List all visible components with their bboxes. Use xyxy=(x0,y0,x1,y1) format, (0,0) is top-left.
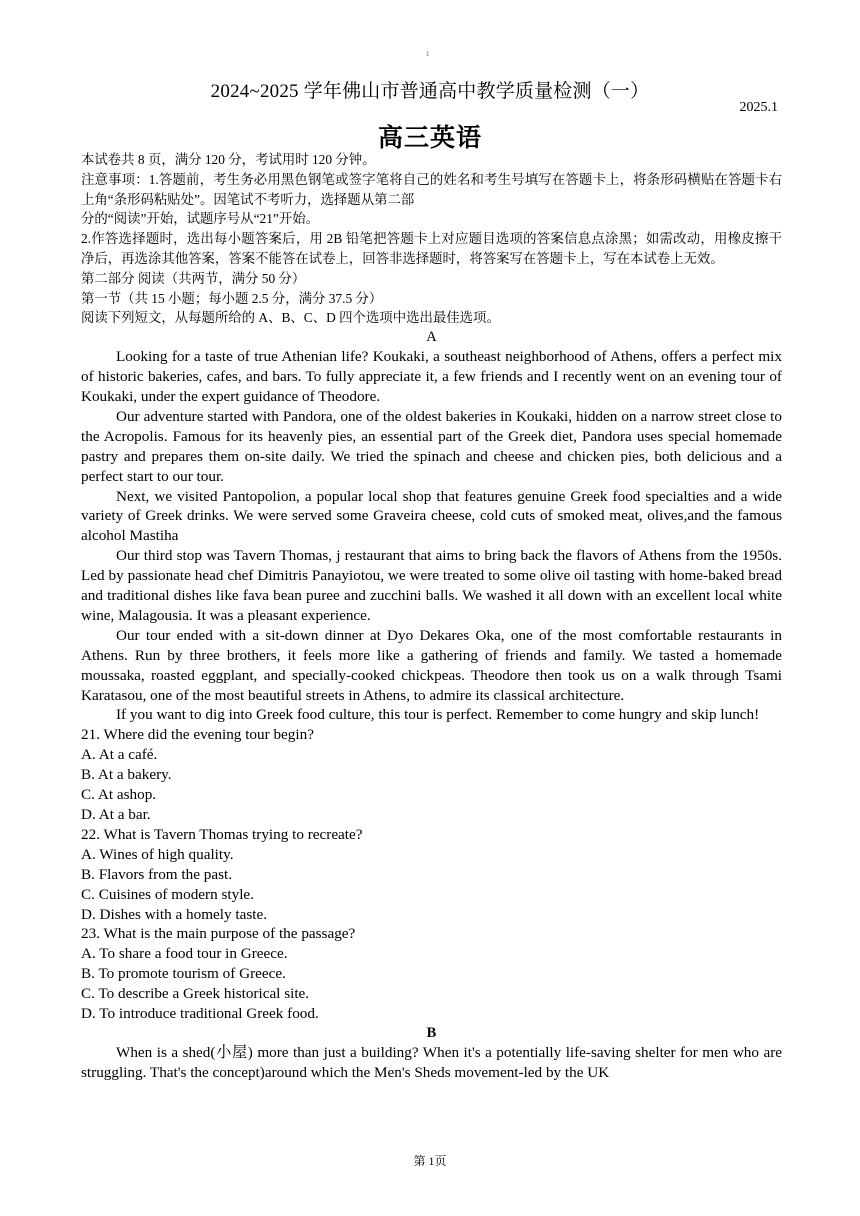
reading-directions: 阅读下列短文，从每题所给的 A、B、C、D 四个选项中选出最佳选项。 xyxy=(81,310,500,326)
passage-a-paragraph: Looking for a taste of true Athenian life? Koukaki, a southeast neighborhood of Athens, offers a perfect mix of historic bakeries, cafes, and bars. To fully appreciate it, a few friends and I recently went on an evening tour of Koukaki, under the expert guidance of Theodore. xyxy=(81,348,782,405)
option-23-d: D. To introduce traditional Greek food. xyxy=(81,1005,319,1023)
instruction-line: 分的“阅读”开始，试题序号从“21”开始。 xyxy=(81,211,320,227)
option-21-a: A. At a café. xyxy=(81,746,158,764)
passage-b-label: B xyxy=(426,1024,437,1041)
option-21-d: D. At a bar. xyxy=(81,806,151,824)
question-22: 22. What is Tavern Thomas trying to recreate? xyxy=(81,825,363,843)
passage-a-label: A xyxy=(426,329,437,346)
passage-a-paragraph: Next, we visited Pantopolion, a popular local shop that features genuine Greek food specialties and a wide variety of Greek drinks. We were served some Graveira cheese, cold cuts of smoked meat, olives,and the famous alcohol Mastiha xyxy=(81,487,782,545)
option-21-c: C. At ashop. xyxy=(81,786,157,804)
passage-a-paragraph: Our third stop was Tavern Thomas, j restaurant that aims to bring back the flavors of Athens from the 1950s. Led by passionate head chef Dimitris Panayiotou, we were treated to some olive oil tasting with home-baked bread and traditional dishes like fava bean puree and zucchini balls. We washed it all down with an excellent local white wine, Malagousia. It was a pleasant experience. xyxy=(81,547,782,624)
question-23: 23. What is the main purpose of the passage? xyxy=(81,925,356,943)
subsection-heading: 第一节（共 15 小题；每小题 2.5 分，满分 37.5 分） xyxy=(81,290,383,306)
section-heading: 第二部分 阅读（共两节，满分 50 分） xyxy=(81,270,306,286)
passage-b-paragraph: When is a shed(小屋) more than just a building? When it's a potentially life-saving shelter for men who are struggling. That's the concept)around which the Men's Sheds movement-led by the UK xyxy=(81,1043,782,1081)
question-21: 21. Where did the evening tour begin? xyxy=(81,726,314,744)
exam-title: 2024~2025 学年佛山市普通高中教学质量检测（一） xyxy=(210,81,650,102)
instruction-line: 注意事项：1.答题前，考生务必用黑色钢笔或签字笔将自己的姓名和考生号填写在答题卡上，将条形码横贴在答题卡右上角“条形码粘贴处”。因笔试不考听力，选择题从第二部 xyxy=(81,171,782,207)
page-number: 第 1页 xyxy=(413,1154,447,1168)
option-22-c: C. Cuisines of modern style. xyxy=(81,885,254,903)
option-23-b: B. To promote tourism of Greece. xyxy=(81,965,286,983)
option-22-a: A. Wines of high quality. xyxy=(81,845,234,863)
page-marker: 1 xyxy=(426,50,430,58)
subject-title: 高三英语 xyxy=(377,125,482,152)
exam-date: 2025.1 xyxy=(739,100,778,115)
option-23-a: A. To share a food tour in Greece. xyxy=(81,945,288,963)
passage-a-paragraph: Our adventure started with Pandora, one of the oldest bakeries in Koukaki, hidden on a narrow street close to the Acropolis. Famous for its heavenly pies, an essential part of the Greek diet, Pandora uses special homemade pastry and prepares them on-site daily. We tried the spinach and cheese and chicken pies, both delicious and a perfect start to our tour. xyxy=(81,407,782,485)
option-22-b: B. Flavors from the past. xyxy=(81,865,233,883)
option-22-d: D. Dishes with a homely taste. xyxy=(81,905,268,923)
exam-content xyxy=(81,150,782,1083)
instruction-line: 2.作答选择题时，选出每小题答案后，用 2B 铅笔把答题卡上对应题目选项的答案信息点涂黑；如需改动，用橡皮擦干净后，再选涂其他答案，答案不能答在试卷上，回答非选择题时，将答案写在答题卡上，写在本试卷上无效。 xyxy=(81,231,782,266)
passage-a-paragraph: If you want to dig into Greek food culture, this tour is perfect. Remember to come hungry and skip lunch! xyxy=(116,706,760,724)
instruction-line: 本试卷共 8 页，满分 120 分，考试用时 120 分钟。 xyxy=(81,152,376,167)
passage-a-paragraph: Our tour ended with a sit-down dinner at Dyo Dekares Oka, one of the most comfortable restaurants in Athens. Run by three brothers, it feels more like a gathering of friends and family. We tasted a homemade moussaka, roasted eggplant, and specially-cooked chickpeas. Theodore then took us on a walk through Tsami Karatasou, one of the most beautiful streets in Athens, to admire its classical architecture. xyxy=(81,626,782,704)
option-23-c: C. To describe a Greek historical site. xyxy=(81,985,310,1003)
option-21-b: B. At a bakery. xyxy=(81,766,172,784)
